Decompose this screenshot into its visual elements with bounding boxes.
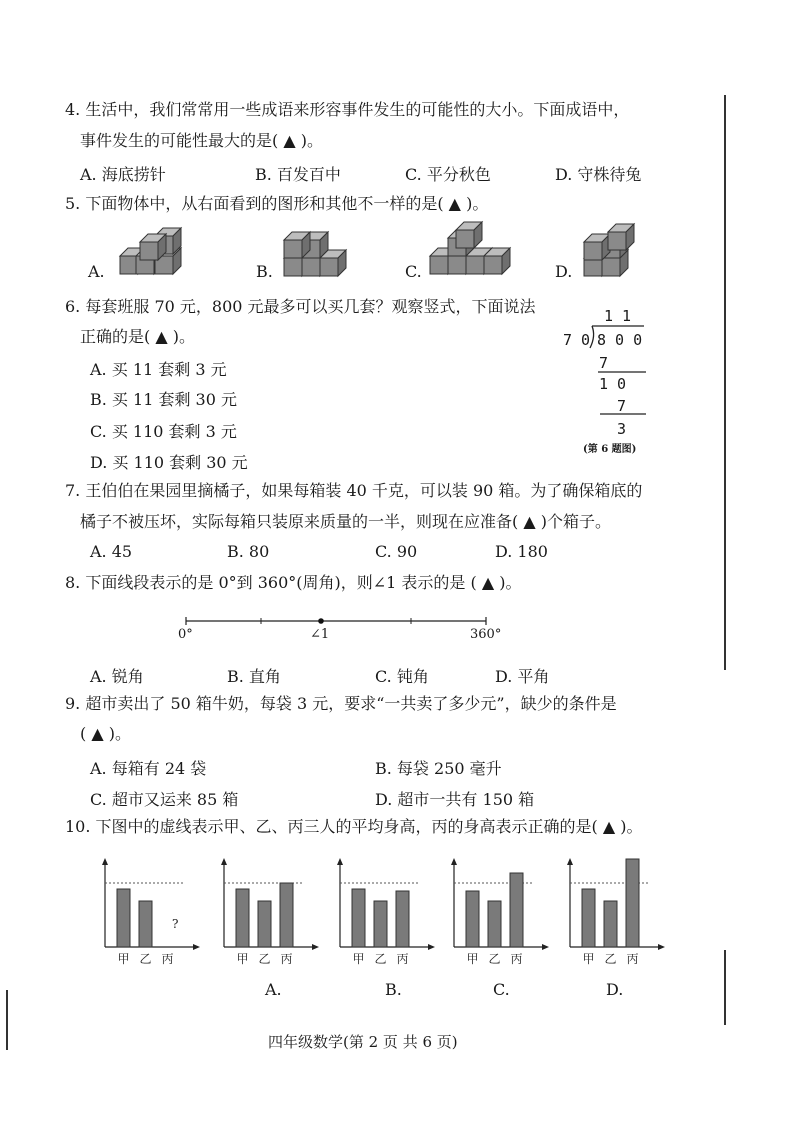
q9-line1: 9. 超市卖出了 50 箱牛奶，每袋 3 元，要求“一共卖了多少元”，缺少的条件是 bbox=[65, 694, 617, 713]
q8-point-label: ∠1 bbox=[310, 627, 330, 642]
q10-stem: 10. 下图中的虚线表示甲、乙、丙三人的平均身高，丙的身高表示正确的是( ▲ )。 bbox=[65, 817, 643, 836]
q7-option-c: C. 90 bbox=[375, 542, 418, 561]
chart-3-tick-1: 乙 bbox=[488, 952, 501, 966]
chart-1-x-arrow bbox=[312, 944, 319, 950]
chart-3-y-arrow bbox=[451, 858, 457, 865]
chart-2-bar-1 bbox=[374, 901, 387, 947]
chart-4-tick-2: 丙 bbox=[626, 952, 639, 966]
chart-2-x-arrow bbox=[428, 944, 435, 950]
q4-line2: 事件发生的可能性最大的是( ▲ )。 bbox=[80, 131, 323, 150]
q8-option-d: D. 平角 bbox=[495, 667, 550, 686]
q7-option-b: B. 80 bbox=[227, 542, 270, 561]
chart-2-y-arrow bbox=[337, 858, 343, 865]
chart-1-y-arrow bbox=[221, 858, 227, 865]
chart-1-tick-2: 丙 bbox=[280, 952, 293, 966]
chart-3-bar-2 bbox=[510, 873, 523, 947]
division-remainder: 3 bbox=[617, 420, 627, 438]
chart-2-tick-1: 乙 bbox=[374, 952, 387, 966]
q8-option-c: C. 钝角 bbox=[375, 667, 429, 686]
q5-figure-d bbox=[584, 224, 634, 276]
q7-line2: 橘子不被压坏，实际每箱只装原来质量的一半，则现在应准备( ▲ )个箱子。 bbox=[80, 512, 611, 531]
q6-option-c: C. 买 110 套剩 3 元 bbox=[90, 422, 237, 441]
q10-label-a: A. bbox=[265, 980, 282, 999]
page-footer: 四年级数学(第 2 页 共 6 页) bbox=[268, 1033, 458, 1051]
division-step3: 7 bbox=[617, 397, 627, 415]
q9-option-d: D. 超市一共有 150 箱 bbox=[375, 790, 535, 809]
chart-1-tick-0: 甲 bbox=[236, 952, 249, 966]
q9-option-b: B. 每袋 250 毫升 bbox=[375, 759, 502, 778]
q6-option-b: B. 买 11 套剩 30 元 bbox=[90, 390, 237, 409]
chart-0-tick-1: 乙 bbox=[139, 952, 152, 966]
q8-option-a: A. 锐角 bbox=[90, 667, 144, 686]
chart-1-bar-0 bbox=[236, 889, 249, 947]
q8-option-b: B. 直角 bbox=[227, 667, 281, 686]
q5-label-b: B. bbox=[256, 262, 273, 281]
q9-option-a: A. 每箱有 24 袋 bbox=[90, 759, 207, 778]
division-step2: 1 0 bbox=[599, 375, 627, 393]
q9-line2: ( ▲ )。 bbox=[80, 724, 131, 743]
q5-label-a: A. bbox=[88, 262, 105, 281]
q5-figure-b bbox=[284, 232, 346, 276]
q10-label-c: C. bbox=[493, 980, 510, 999]
chart-0-tick-0: 甲 bbox=[117, 952, 130, 966]
chart-0-tick-2: 丙 bbox=[161, 952, 174, 966]
q6-option-a: A. 买 11 套剩 3 元 bbox=[90, 360, 227, 379]
q8-angle-point bbox=[318, 618, 324, 624]
chart-0-y-arrow bbox=[102, 858, 108, 865]
q5-stem: 5. 下面物体中，从右面看到的图形和其他不一样的是( ▲ )。 bbox=[65, 194, 489, 213]
q7-option-d: D. 180 bbox=[495, 542, 548, 561]
chart-1-tick-1: 乙 bbox=[258, 952, 271, 966]
q10-label-d: D. bbox=[606, 980, 624, 999]
q6-line1: 6. 每套班服 70 元，800 元最多可以买几套？观察竖式，下面说法 bbox=[65, 297, 536, 316]
division-caption: (第 6 题图) bbox=[583, 444, 637, 455]
chart-4-x-arrow bbox=[658, 944, 665, 950]
chart-4-bar-2 bbox=[626, 859, 639, 947]
right-margin-line bbox=[724, 95, 726, 670]
chart-4-bar-0 bbox=[582, 889, 595, 947]
chart-2-tick-2: 丙 bbox=[396, 952, 409, 966]
q5-label-d: D. bbox=[555, 262, 573, 281]
division-quotient: 1 1 bbox=[604, 307, 632, 325]
division-dividend: 8 0 0 bbox=[597, 331, 643, 349]
chart-2-bar-0 bbox=[352, 889, 365, 947]
q5-figure-c bbox=[430, 222, 510, 274]
chart-3-tick-0: 甲 bbox=[466, 952, 479, 966]
chart-4-tick-0: 甲 bbox=[582, 952, 595, 966]
q10-question-mark: ? bbox=[172, 917, 179, 931]
q4-option-d: D. 守株待兔 bbox=[555, 165, 642, 184]
q4-option-b: B. 百发百中 bbox=[255, 165, 341, 184]
division-step1: 7 bbox=[599, 354, 609, 372]
chart-2-bar-2 bbox=[396, 891, 409, 947]
chart-3-x-arrow bbox=[542, 944, 549, 950]
q4-option-a: A. 海底捞针 bbox=[80, 165, 166, 184]
q6-option-d: D. 买 110 套剩 30 元 bbox=[90, 453, 248, 472]
q8-start-label: 0° bbox=[178, 627, 193, 642]
q4-line1: 4. 生活中，我们常常用一些成语来形容事件发生的可能性的大小。下面成语中， bbox=[65, 100, 630, 119]
chart-0-bar-1 bbox=[139, 901, 152, 947]
left-margin-line bbox=[6, 990, 8, 1050]
q5-label-c: C. bbox=[405, 262, 422, 281]
q8-number-line bbox=[0, 605, 794, 645]
q5-figure-a bbox=[120, 228, 181, 274]
chart-0-bar-0 bbox=[117, 889, 130, 947]
q7-option-a: A. 45 bbox=[90, 542, 133, 561]
chart-1-bar-1 bbox=[258, 901, 271, 947]
q7-line1: 7. 王伯伯在果园里摘橘子，如果每箱装 40 千克，可以装 90 箱。为了确保箱底的 bbox=[65, 481, 643, 500]
chart-3-tick-2: 丙 bbox=[510, 952, 523, 966]
chart-0-x-arrow bbox=[193, 944, 200, 950]
q4-option-c: C. 平分秋色 bbox=[405, 165, 491, 184]
q8-stem: 8. 下面线段表示的是 0°到 360°(周角)，则∠1 表示的是 ( ▲ )。 bbox=[65, 573, 522, 592]
chart-1-bar-2 bbox=[280, 883, 293, 947]
q10-label-b: B. bbox=[385, 980, 402, 999]
q6-line2: 正确的是( ▲ )。 bbox=[80, 327, 195, 346]
division-divisor: 7 0 bbox=[563, 331, 591, 349]
q8-end-label: 360° bbox=[470, 627, 502, 642]
chart-2-tick-0: 甲 bbox=[352, 952, 365, 966]
chart-3-bar-1 bbox=[488, 901, 501, 947]
chart-4-bar-1 bbox=[604, 901, 617, 947]
chart-4-tick-1: 乙 bbox=[604, 952, 617, 966]
q9-option-c: C. 超市又运来 85 箱 bbox=[90, 790, 239, 809]
chart-4-y-arrow bbox=[567, 858, 573, 865]
q5-cube-figures bbox=[0, 218, 794, 288]
chart-3-bar-0 bbox=[466, 891, 479, 947]
q10-bar-charts bbox=[0, 855, 794, 965]
